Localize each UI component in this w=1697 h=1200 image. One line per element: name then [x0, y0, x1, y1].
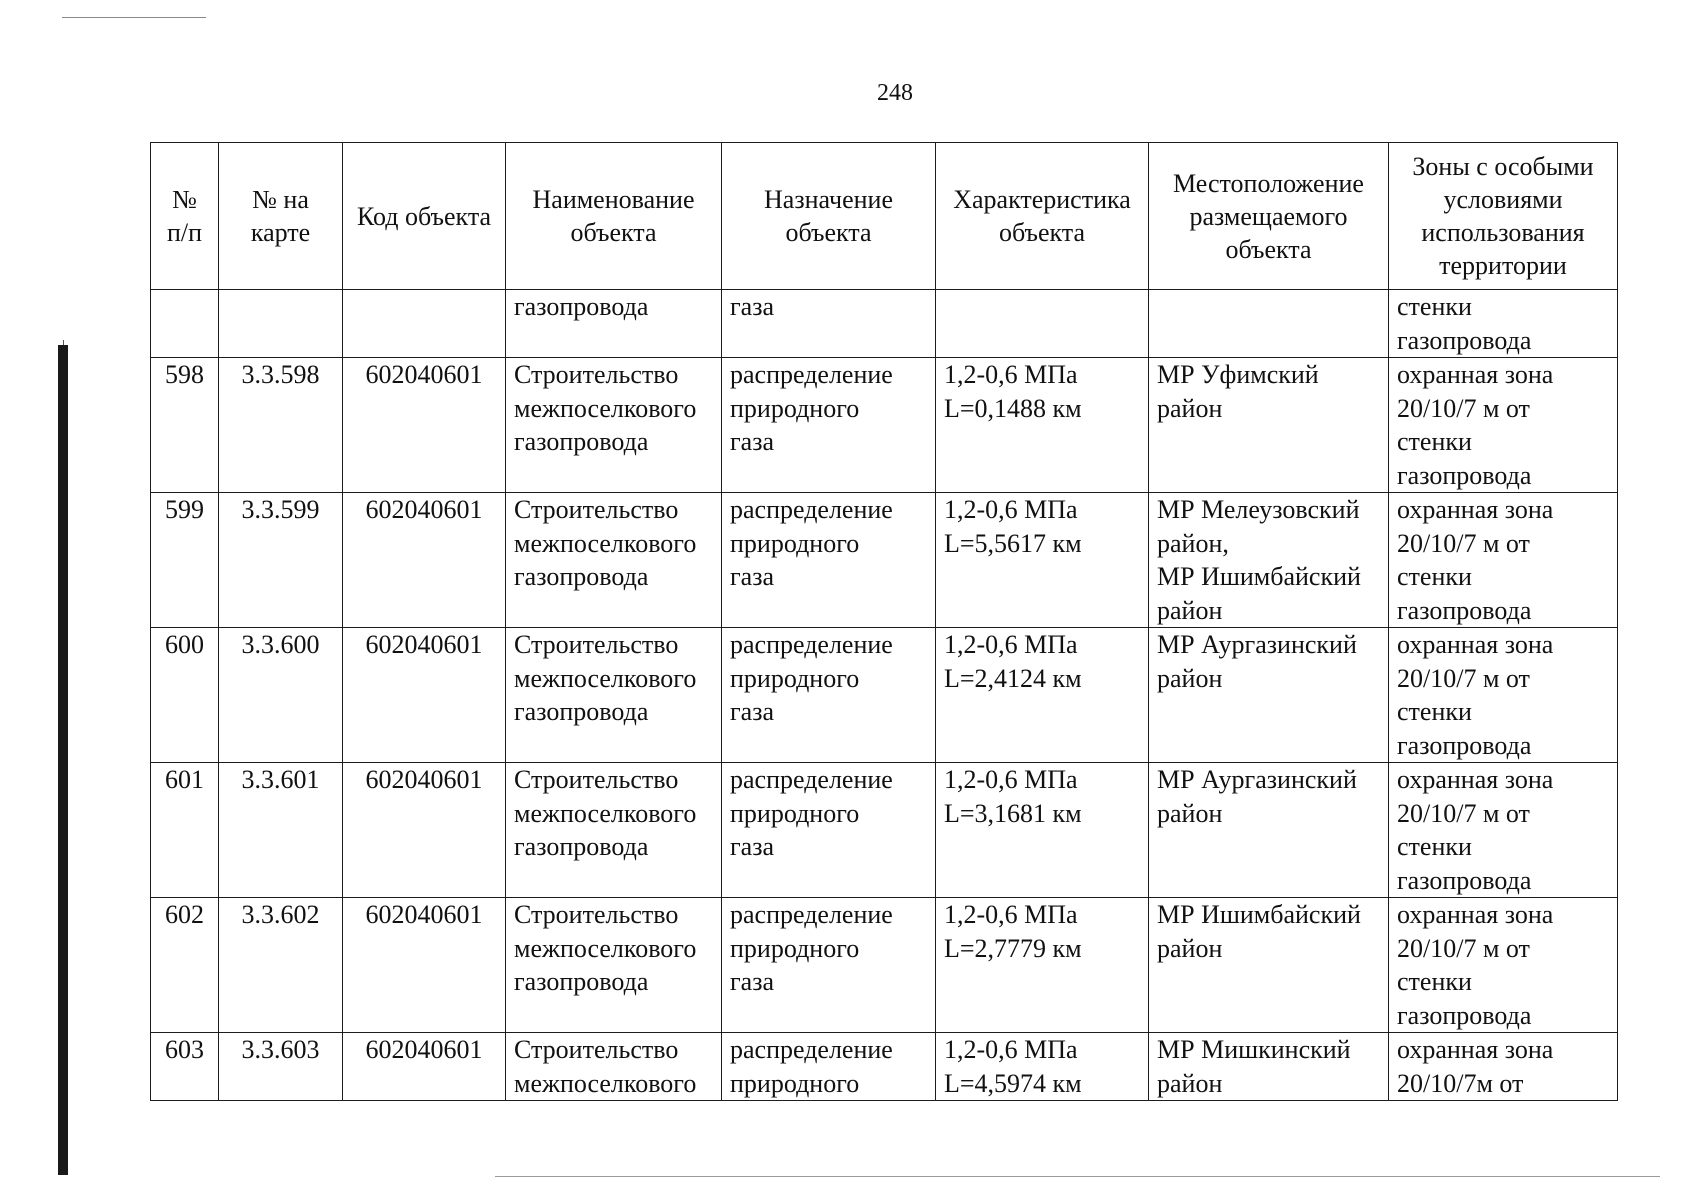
cell-zones: стенки газопровода [1389, 290, 1618, 358]
cell-purpose: распределение природного газа [722, 763, 936, 898]
cell-object-name: Строительство межпоселкового газопровода [506, 358, 722, 493]
cell-purpose: распределение природного [722, 1033, 936, 1101]
header-map-num: № на карте [219, 143, 343, 290]
bottom-scan-rule [495, 1176, 1660, 1177]
cell-characteristic [936, 290, 1149, 358]
cell-location: МР Мелеузовский район, МР Ишимбайский район [1149, 493, 1389, 628]
cell-purpose: газа [722, 290, 936, 358]
cell-map-num: 3.3.601 [219, 763, 343, 898]
table-row [151, 493, 1618, 628]
cell-zones: охранная зона 20/10/7 м от стенки газопровода [1389, 898, 1618, 1033]
table-row [151, 763, 1618, 898]
cell-purpose: распределение природного газа [722, 898, 936, 1033]
cell-characteristic: 1,2-0,6 МПа L=5,5617 км [936, 493, 1149, 628]
cell-location [1149, 290, 1389, 358]
cell-zones: охранная зона 20/10/7м от [1389, 1033, 1618, 1101]
cell-object-name: Строительство межпоселкового газопровода [506, 763, 722, 898]
header-location: Местоположение размещаемого объекта [1149, 143, 1389, 290]
cell-characteristic: 1,2-0,6 МПа L=4,5974 км [936, 1033, 1149, 1101]
cell-map-num: 3.3.602 [219, 898, 343, 1033]
cell-characteristic: 1,2-0,6 МПа L=2,4124 км [936, 628, 1149, 763]
cell-object-name: Строительство межпоселкового газопровода [506, 493, 722, 628]
cell-map-num: 3.3.600 [219, 628, 343, 763]
cell-purpose: распределение природного газа [722, 628, 936, 763]
cell-location: МР Аургазинский район [1149, 763, 1389, 898]
page-number: 248 [877, 80, 913, 106]
header-object-code: Код объекта [343, 143, 506, 290]
cell-num: 601 [151, 763, 219, 898]
cell-map-num: 3.3.603 [219, 1033, 343, 1101]
cell-zones: охранная зона 20/10/7 м от стенки газопровода [1389, 628, 1618, 763]
cell-object-code: 602040601 [343, 493, 506, 628]
cell-characteristic: 1,2-0,6 МПа L=0,1488 км [936, 358, 1149, 493]
cell-object-name: Строительство межпоселкового газопровода [506, 628, 722, 763]
cell-object-code [343, 290, 506, 358]
header-characteristic: Характеристика объекта [936, 143, 1149, 290]
cell-map-num: 3.3.598 [219, 358, 343, 493]
cell-zones: охранная зона 20/10/7 м от стенки газопровода [1389, 358, 1618, 493]
cell-location: МР Уфимский район [1149, 358, 1389, 493]
cell-object-code: 602040601 [343, 1033, 506, 1101]
cell-zones: охранная зона 20/10/7 м от стенки газопровода [1389, 763, 1618, 898]
header-object-name: Наименование объекта [506, 143, 722, 290]
table-row [151, 628, 1618, 763]
header-zones: Зоны с особыми условиями использования территории [1389, 143, 1618, 290]
cell-num [151, 290, 219, 358]
cell-num: 598 [151, 358, 219, 493]
cell-map-num: 3.3.599 [219, 493, 343, 628]
table-row [151, 1033, 1618, 1101]
cell-num: 600 [151, 628, 219, 763]
cell-characteristic: 1,2-0,6 МПа L=3,1681 км [936, 763, 1149, 898]
table-row [151, 898, 1618, 1033]
header-num: № п/п [151, 143, 219, 290]
cell-object-name: Строительство межпоселкового [506, 1033, 722, 1101]
cell-characteristic: 1,2-0,6 МПа L=2,7779 км [936, 898, 1149, 1033]
left-binding-edge [58, 345, 68, 1175]
cell-num: 602 [151, 898, 219, 1033]
cell-num: 599 [151, 493, 219, 628]
cell-zones: охранная зона 20/10/7 м от стенки газопровода [1389, 493, 1618, 628]
cell-location: МР Аургазинский район [1149, 628, 1389, 763]
cell-object-code: 602040601 [343, 358, 506, 493]
cell-purpose: распределение природного газа [722, 358, 936, 493]
cell-location: МР Ишимбайский район [1149, 898, 1389, 1033]
cell-object-code: 602040601 [343, 763, 506, 898]
objects-table [150, 142, 1618, 1101]
cell-object-name: газопровода [506, 290, 722, 358]
cell-object-code: 602040601 [343, 898, 506, 1033]
cell-object-code: 602040601 [343, 628, 506, 763]
cell-purpose: распределение природного газа [722, 493, 936, 628]
cell-location: МР Мишкинский район [1149, 1033, 1389, 1101]
cell-num: 603 [151, 1033, 219, 1101]
top-scan-rule [62, 17, 206, 18]
header-purpose: Назначение объекта [722, 143, 936, 290]
table-row [151, 358, 1618, 493]
header-row [151, 143, 1618, 290]
cell-object-name: Строительство межпоселкового газопровода [506, 898, 722, 1033]
cell-map-num [219, 290, 343, 358]
table-row-continuation [151, 290, 1618, 358]
